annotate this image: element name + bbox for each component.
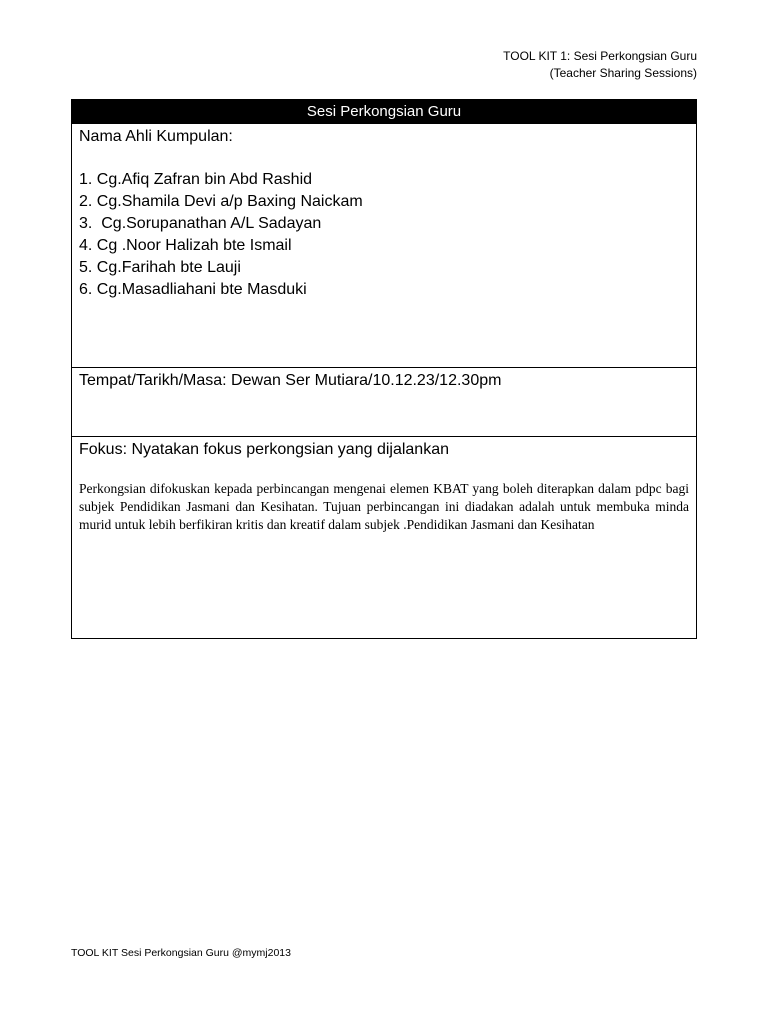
member-list [79,169,689,301]
focus-description: Perkongsian difokuskan kepada perbincangan mengenai elemen KBAT yang boleh diterapkan dalam pdpc bagi subjek Pendidikan Jasmani dan Kesihatan. Tujuan perbincangan ini diadakan adalah untuk membuka minda murid untuk lebih berfikiran kritis dan kreatif dalam subjek .Pendidikan Jasmani dan Kesihatan [79,481,689,532]
member-item: 2. Cg.Shamila Devi a/p Baxing Naickam [79,193,363,210]
member-item: 6. Cg.Masadliahani bte Masduki [79,281,307,298]
page-footer: TOOL KIT Sesi Perkongsian Guru @mymj2013 [71,947,291,959]
page-header [503,48,697,82]
form-title: Sesi Perkongsian Guru [72,100,696,124]
members-section [72,124,696,368]
sharing-session-form [71,99,697,639]
focus-label: Fokus: Nyatakan fokus perkongsian yang dijalankan [79,441,449,458]
venue-section [72,368,696,437]
member-item: 3. Cg.Sorupanathan A/L Sadayan [79,215,322,232]
members-label: Nama Ahli Kumpulan: [79,128,233,145]
header-toolkit-title: TOOL KIT 1: Sesi Perkongsian Guru [503,49,697,63]
venue-date-time: Tempat/Tarikh/Masa: Dewan Ser Mutiara/10.12.23/12.30pm [79,372,502,389]
member-item: 1. Cg.Afiq Zafran bin Abd Rashid [79,171,313,188]
header-toolkit-subtitle: (Teacher Sharing Sessions) [549,66,697,80]
member-item: 4. Cg .Noor Halizah bte Ismail [79,237,292,254]
focus-section [72,437,696,638]
member-item: 5. Cg.Farihah bte Lauji [79,259,241,276]
